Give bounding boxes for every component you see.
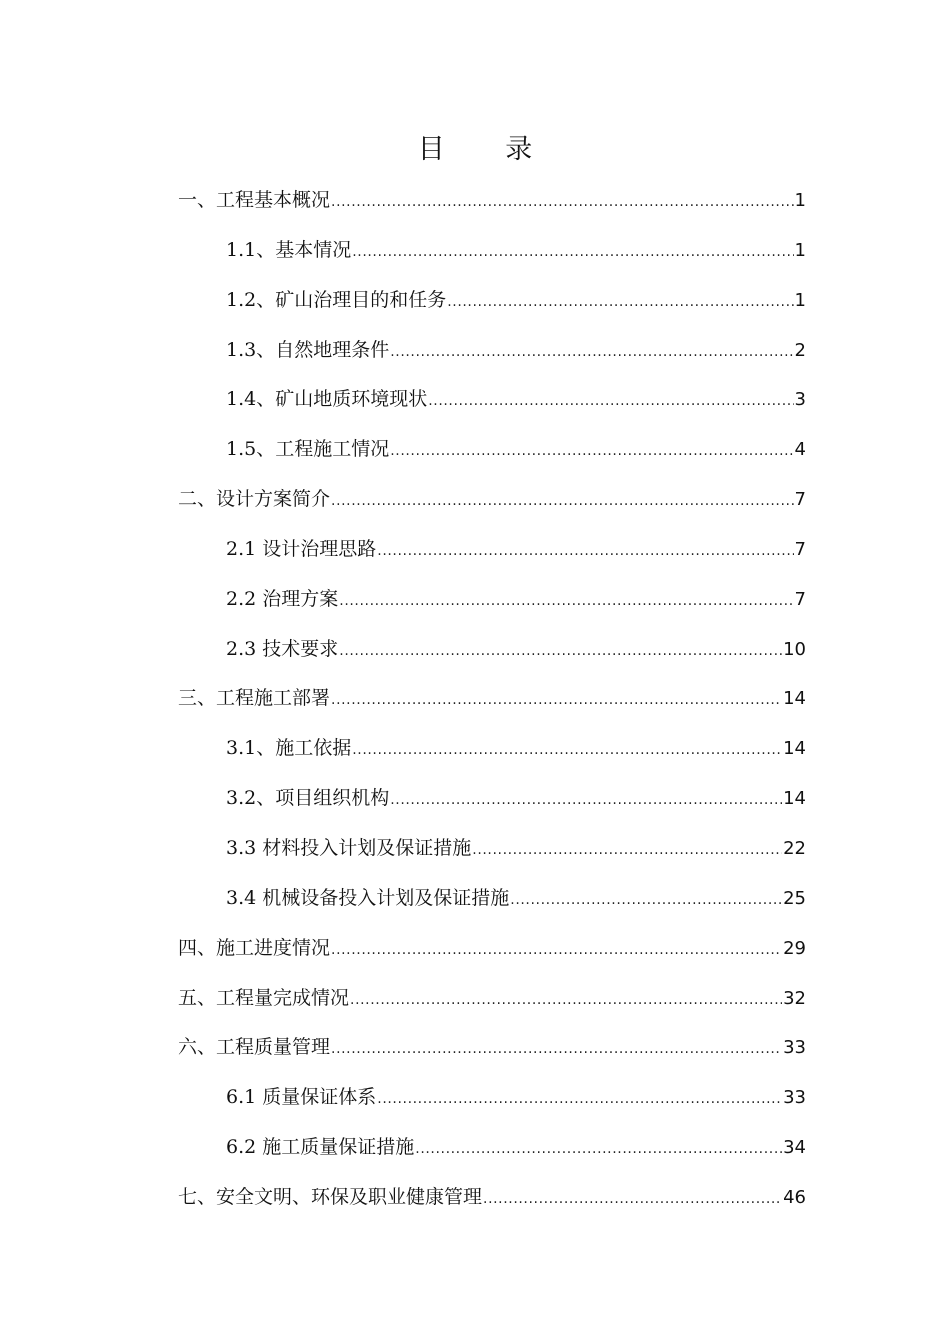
toc-entry [178,525,806,575]
toc-page-number: 34 [783,1137,806,1159]
toc-entry [178,226,806,276]
toc-entry-text: 1.4、矿山地质环境现状 [226,388,428,411]
toc-entry [178,375,806,425]
toc-page-number: 32 [783,987,806,1009]
toc-page-number: 22 [783,837,806,859]
toc-leader-dots [390,328,793,378]
toc-entry [178,724,806,774]
toc-leader-dots [331,1025,782,1075]
toc-page-number: 33 [783,1087,806,1109]
toc-entry [178,974,806,1024]
toc-leader-dots [447,278,793,328]
toc-entry-text: 二、设计方案简介 [178,488,331,511]
toc-leader-dots [331,676,782,726]
toc-entry-text: 3.4 机械设备投入计划及保证措施 [226,886,510,909]
toc-leader-dots [510,876,782,926]
toc-entry-text: 6.2 施工质量保证措施 [226,1136,415,1159]
toc-entry [178,425,806,475]
toc-title: 目 录 [417,134,559,165]
toc-entry-text: 2.2 治理方案 [226,587,339,610]
toc-page-number: 14 [783,688,806,710]
toc-page-number: 10 [783,638,806,660]
toc-leader-dots [483,1175,782,1225]
toc-leader-dots [377,527,793,577]
toc-page-number: 1 [794,289,806,311]
toc-entry-text: 2.3 技术要求 [226,637,339,660]
toc-entry-text: 1.3、自然地理条件 [226,338,390,361]
toc-leader-dots [350,976,782,1026]
toc-leader-dots [390,776,782,826]
toc-entry-text: 1.5、工程施工情况 [226,438,390,461]
toc-leader-dots [331,178,794,228]
toc-entry [178,1023,806,1073]
toc-leader-dots [339,627,782,677]
toc-entry [178,774,806,824]
toc-entry [178,475,806,525]
toc-entry [178,276,806,326]
toc-leader-dots [428,377,793,427]
toc-entry [178,874,806,924]
toc-entry [178,1173,806,1223]
toc-page-number: 2 [794,339,806,361]
toc-leader-dots [472,826,782,876]
toc-page-number: 1 [794,190,806,211]
toc-leader-dots [339,577,793,627]
toc-entry [178,924,806,974]
toc-list [178,176,806,1223]
toc-page-number: 46 [783,1186,806,1208]
toc-entry [178,625,806,675]
toc-entry-text: 1.2、矿山治理目的和任务 [226,288,447,311]
toc-entry-text: 6.1 质量保证体系 [226,1086,377,1109]
toc-entry [178,1073,806,1123]
toc-page-number: 7 [794,489,806,511]
toc-page-number: 7 [794,538,806,560]
toc-entry-text: 3.2、项目组织机构 [226,787,390,810]
toc-entry [178,176,806,226]
toc-entry-text: 五、工程量完成情况 [178,986,350,1009]
toc-entry [178,1123,806,1173]
toc-leader-dots [390,427,793,477]
toc-leader-dots [415,1125,782,1175]
toc-entry-text: 1.1、基本情况 [226,238,352,261]
toc-entry [178,674,806,724]
toc-page-number: 29 [783,937,806,959]
toc-page-number: 25 [783,887,806,909]
toc-page-number: 14 [783,738,806,760]
toc-entry-text: 3.1、施工依据 [226,737,352,760]
toc-entry [178,575,806,625]
toc-page-number: 33 [783,1037,806,1059]
toc-entry-text: 三、工程施工部署 [178,687,331,710]
toc-leader-dots [331,926,782,976]
toc-entry-text: 一、工程基本概况 [178,189,331,211]
toc-page-number: 1 [794,239,806,261]
toc-entry [178,824,806,874]
toc-leader-dots [331,477,794,527]
toc-leader-dots [352,726,782,776]
toc-entry [178,326,806,376]
toc-entry-text: 3.3 材料投入计划及保证措施 [226,836,472,859]
toc-page-number: 14 [783,788,806,810]
toc-leader-dots [377,1075,782,1125]
toc-entry-text: 七、安全文明、环保及职业健康管理 [178,1185,483,1208]
toc-page-number: 3 [794,389,806,411]
toc-page-number: 7 [794,588,806,610]
toc-entry-text: 2.1 设计治理思路 [226,537,377,560]
toc-leader-dots [352,228,793,278]
toc-entry-text: 四、施工进度情况 [178,936,331,959]
toc-page-number: 4 [794,439,806,461]
toc-entry-text: 六、工程质量管理 [178,1036,331,1059]
